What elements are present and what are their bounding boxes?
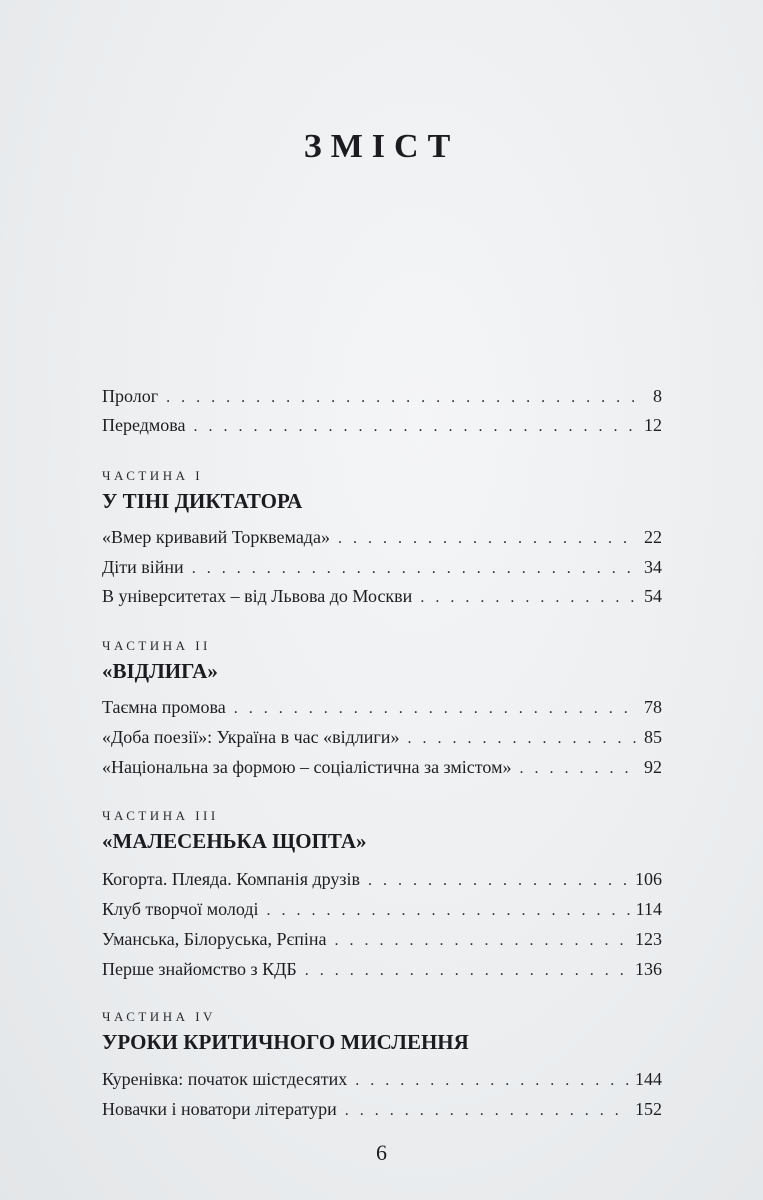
- toc-entry-label: Когорта. Плеяда. Компанія друзів: [102, 869, 361, 889]
- toc-entry-page: 92: [644, 757, 662, 777]
- toc-entry-label: Передмова: [102, 415, 186, 435]
- toc-entry[interactable]: [102, 524, 662, 550]
- toc-entry[interactable]: [102, 694, 662, 720]
- toc-entry-page: 78: [644, 697, 662, 717]
- toc-entry-label: Клуб творчої молоді: [102, 899, 259, 919]
- toc-entry-page: 8: [653, 386, 662, 406]
- leader-dots: [355, 1068, 629, 1094]
- leader-dots: [407, 726, 638, 752]
- leader-dots: [166, 385, 647, 411]
- toc-entry-label: Перше знайомство з КДБ: [102, 959, 297, 979]
- toc-entry-page: 34: [644, 557, 662, 577]
- part-title: «МАЛЕСЕНЬКА ЩОПТА»: [102, 829, 367, 853]
- toc-entry-page: 114: [635, 899, 662, 919]
- toc-entry-label: Пролог: [102, 386, 159, 406]
- toc-entry[interactable]: [102, 956, 662, 982]
- part-title: У ТІНІ ДИКТАТОРА: [102, 489, 303, 513]
- leader-dots: [192, 556, 638, 582]
- toc-entry-page: 152: [635, 1099, 662, 1119]
- leader-dots: [334, 928, 629, 954]
- toc-entry-label: В університетах – від Львова до Москви: [102, 586, 413, 606]
- toc-entry-page: 85: [644, 727, 662, 747]
- toc-entry[interactable]: [102, 754, 662, 780]
- leader-dots: [519, 756, 638, 782]
- leader-dots: [420, 585, 638, 611]
- part-label: ЧАСТИНА III: [102, 808, 219, 823]
- toc-entry[interactable]: [102, 724, 662, 750]
- toc-entry[interactable]: [102, 866, 662, 892]
- toc-entry-label: Діти війни: [102, 557, 184, 577]
- toc-entry-page: 144: [635, 1069, 662, 1089]
- leader-dots: [267, 898, 630, 924]
- leader-dots: [368, 868, 629, 894]
- toc-entry[interactable]: [102, 896, 662, 922]
- toc-entry-label: «Національна за формою – соціалістична за змістом»: [102, 757, 512, 777]
- toc-entry-label: «Вмер кривавий Торквемада»: [102, 527, 330, 547]
- toc-entry[interactable]: [102, 1096, 662, 1122]
- toc-entry[interactable]: [102, 1066, 662, 1092]
- part-title: УРОКИ КРИТИЧНОГО МИСЛЕННЯ: [102, 1030, 469, 1054]
- toc-entry[interactable]: [102, 554, 662, 580]
- leader-dots: [305, 958, 629, 984]
- toc-entry-page: 22: [644, 527, 662, 547]
- toc-entry-prologue[interactable]: [102, 383, 662, 409]
- toc-entry-page: 54: [644, 586, 662, 606]
- toc-entry-page: 123: [635, 929, 662, 949]
- toc-entry-foreword[interactable]: [102, 412, 662, 438]
- toc-entry-page: 136: [635, 959, 662, 979]
- part-label: ЧАСТИНА IV: [102, 1009, 216, 1024]
- toc-entry[interactable]: [102, 583, 662, 609]
- leader-dots: [194, 414, 638, 440]
- part-label: ЧАСТИНА II: [102, 638, 211, 653]
- part-title: «ВІДЛИГА»: [102, 659, 218, 683]
- page-title: ЗМІСТ: [303, 128, 460, 165]
- toc-entry-label: «Доба поезії»: Україна в час «відлиги»: [102, 727, 400, 747]
- leader-dots: [345, 1098, 629, 1124]
- page-number: 6: [376, 1140, 387, 1165]
- toc-entry-label: Таємна промова: [102, 697, 226, 717]
- toc-entry[interactable]: [102, 926, 662, 952]
- toc-entry-page: 106: [635, 869, 662, 889]
- leader-dots: [234, 696, 638, 722]
- toc-entry-page: 12: [644, 415, 662, 435]
- part-label: ЧАСТИНА I: [102, 468, 204, 483]
- toc-entry-label: Уманська, Білоруська, Рєпіна: [102, 929, 327, 949]
- leader-dots: [338, 526, 638, 552]
- toc-entry-label: Куренівка: початок шістдесятих: [102, 1069, 348, 1089]
- toc-entry-label: Новачки і новатори літератури: [102, 1099, 337, 1119]
